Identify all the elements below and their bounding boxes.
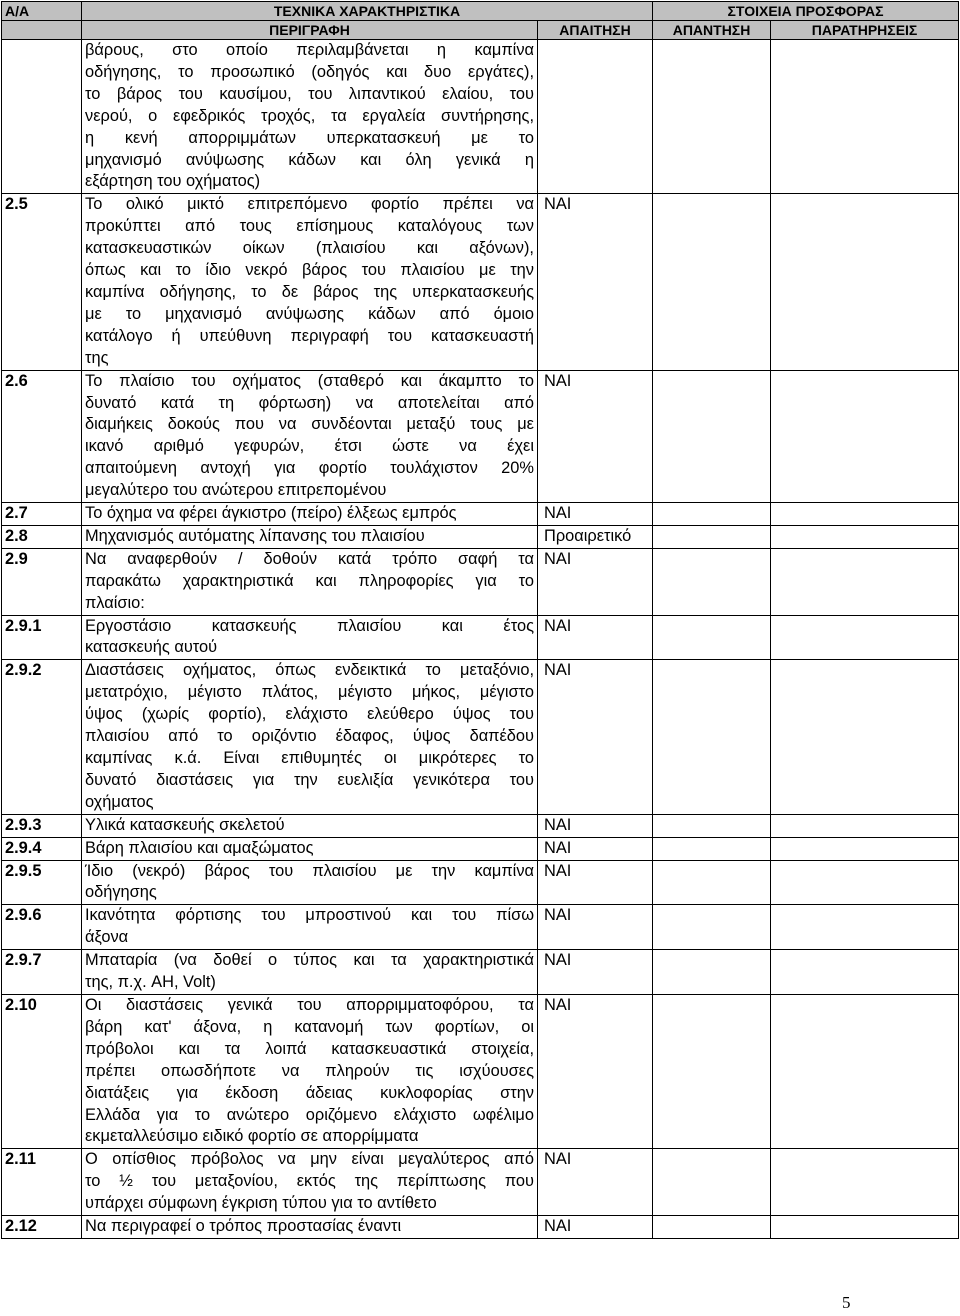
description-line: Να αναφερθούν / δοθούν κατά τρόπο σαφή τα [85, 549, 534, 568]
answer-cell[interactable] [653, 194, 771, 370]
description-line: Το πλαίσιο του οχήματος (σταθερό και άκαμπτο το [85, 371, 534, 390]
answer-cell[interactable] [653, 503, 771, 526]
notes-cell[interactable] [771, 1216, 959, 1239]
item-number: 2.9.6 [2, 905, 82, 950]
description-line: Ίδιο (νεκρό) βάρος του πλαισίου με την καμπίνα [85, 861, 534, 880]
answer-cell[interactable] [653, 860, 771, 905]
item-number: 2.7 [2, 503, 82, 526]
notes-cell[interactable] [771, 525, 959, 548]
item-number: 2.9.4 [2, 837, 82, 860]
item-description [82, 660, 538, 814]
description-line: Μπαταρία (να δοθεί ο τύπος και τα χαρακτηριστικά [85, 951, 534, 970]
description-line: μετατρόχιο, μέγιστο πλάτος, μέγιστο μήκος, μέγιστο [85, 683, 534, 702]
header-empty [2, 21, 82, 40]
header-notes: ΠΑΡΑΤΗΡΗΣΕΙΣ [771, 21, 959, 40]
item-description [82, 503, 538, 526]
item-description [82, 40, 538, 194]
requirement-cell: Προαιρετικό [538, 525, 653, 548]
description-line: εκμεταλλεύσιμο ειδικό φορτίο σε απορρίμματα [85, 1127, 419, 1146]
description-line: κατασκευαστικών οίκων (πλαισίου και αξόνων), [85, 239, 534, 258]
description-line: Το ολικό μικτό επιτρεπόμενο φορτίο πρέπει να [85, 195, 534, 214]
description-line: διαμήκεις δοκούς που να συνδέονται μεταξύ τους με [85, 415, 534, 434]
answer-cell[interactable] [653, 1216, 771, 1239]
item-description [82, 1216, 538, 1239]
item-description [82, 994, 538, 1148]
answer-cell[interactable] [653, 837, 771, 860]
requirement-cell: ΝΑΙ [538, 1149, 653, 1216]
notes-cell[interactable] [771, 860, 959, 905]
answer-cell[interactable] [653, 1149, 771, 1216]
description-line: Βάρη πλαισίου και αμαξώματος [85, 838, 314, 857]
item-number: 2.6 [2, 370, 82, 502]
notes-cell[interactable] [771, 370, 959, 502]
item-number: 2.9.3 [2, 814, 82, 837]
requirement-cell: ΝΑΙ [538, 1216, 653, 1239]
description-line: της [85, 348, 109, 367]
notes-cell[interactable] [771, 615, 959, 660]
requirement-cell: ΝΑΙ [538, 503, 653, 526]
item-description [82, 615, 538, 660]
description-line: δυνατό διαστάσεις για την ευελιξία γενικότερα του [85, 770, 534, 789]
table-row [2, 194, 959, 370]
answer-cell[interactable] [653, 660, 771, 814]
header-row-1 [2, 2, 959, 21]
description-line: πρέπει οπωσδήποτε να πληρούν τις ισχύουσες [85, 1061, 534, 1080]
notes-cell[interactable] [771, 814, 959, 837]
notes-cell[interactable] [771, 994, 959, 1148]
header-req: ΑΠΑΙΤΗΣΗ [538, 21, 653, 40]
header-ans: ΑΠΑΝΤΗΣΗ [653, 21, 771, 40]
item-number: 2.9.2 [2, 660, 82, 814]
item-description [82, 950, 538, 995]
requirement-cell: ΝΑΙ [538, 994, 653, 1148]
table-row [2, 860, 959, 905]
description-line: οχήματος [85, 792, 154, 811]
description-line: Ικανότητα φόρτισης του μπροστινού και του πίσω [85, 906, 534, 925]
header-row-2 [2, 21, 959, 40]
description-line: Ελλάδα για το ανώτερο οριζόμενο ελάχιστο ωφέλιμο [85, 1105, 534, 1124]
description-line: οδήγησης [85, 883, 157, 902]
table-row [2, 814, 959, 837]
description-line: βάρους, στο οποίο περιλαμβάνεται η καμπίνα [85, 41, 534, 59]
description-line: καμπίνα οδήγησης, το δε βάρος της υπερκατασκευής [85, 282, 534, 301]
table-row [2, 1216, 959, 1239]
answer-cell[interactable] [653, 548, 771, 615]
description-line: το ½ του μεταξονίου, εκτός της περίπτωσης που [85, 1172, 534, 1191]
table-row [2, 503, 959, 526]
notes-cell[interactable] [771, 194, 959, 370]
description-line: νερού, ο εφεδρικός τροχός, τα εργαλεία συντήρησης, [85, 106, 534, 125]
description-line: Το όχημα να φέρει άγκιστρο (πείρο) έλξεως εμπρός [85, 504, 457, 523]
requirement-cell: ΝΑΙ [538, 194, 653, 370]
description-line: εξάρτηση του οχήματος) [85, 172, 261, 191]
table-row [2, 837, 959, 860]
notes-cell[interactable] [771, 837, 959, 860]
description-line: ικανό αριθμό γεφυρών, έτσι ώστε να έχει [85, 437, 534, 456]
table-row [2, 525, 959, 548]
table-row [2, 40, 959, 194]
answer-cell[interactable] [653, 370, 771, 502]
item-number: 2.9.5 [2, 860, 82, 905]
description-line: πρόβολοι και τα λοιπά κατασκευαστικά στοιχεία, [85, 1039, 534, 1058]
description-line: κατάλογο ή υπεύθυνη περιγραφή του κατασκευαστή [85, 326, 534, 345]
description-line: υπάρχει σύμφωνη έγκριση τύπου για το αντίθετο [85, 1194, 437, 1213]
item-description [82, 814, 538, 837]
description-line: ύψος (χωρίς φορτίο), ελάχιστο ελεύθερο ύψος του [85, 705, 534, 724]
requirement-cell: ΝΑΙ [538, 548, 653, 615]
item-description [82, 905, 538, 950]
header-offer: ΣΤΟΙΧΕΙΑ ΠΡΟΣΦΟΡΑΣ [653, 2, 959, 21]
description-line: παρακάτω χαρακτηριστικά και πληροφορίες για το [85, 571, 534, 590]
description-line: απαιτούμενη αντοχή για φορτίο τουλάχιστον 20% [85, 459, 534, 478]
description-line: Να περιγραφεί ο τρόπος προστασίας έναντι [85, 1217, 402, 1236]
description-line: πλαισίου από το οριζόντιο έδαφος, ύψος δαπέδου [85, 727, 534, 746]
item-description [82, 194, 538, 370]
requirement-cell: ΝΑΙ [538, 837, 653, 860]
header-desc: ΠΕΡΙΓΡΑΦΗ [82, 21, 538, 40]
table-row [2, 548, 959, 615]
description-line: της, π.χ. AH, Volt) [85, 973, 216, 992]
notes-cell[interactable] [771, 905, 959, 950]
item-number: 2.12 [2, 1216, 82, 1239]
requirement-cell: ΝΑΙ [538, 370, 653, 502]
description-line: προκύπτει από τους επίσημους καταλόγους των [85, 217, 534, 236]
item-number: 2.5 [2, 194, 82, 370]
notes-cell[interactable] [771, 40, 959, 194]
description-line: βάρη κατ' άξονα, η κατανομή των φορτίων, οι [85, 1017, 534, 1036]
item-number: 2.9.7 [2, 950, 82, 995]
header-aa: Α/Α [2, 2, 82, 21]
description-line: με το μηχανισμό ανύψωσης κάδων από όμοιο [85, 304, 534, 323]
item-number: 2.9 [2, 548, 82, 615]
item-description [82, 525, 538, 548]
item-description [82, 1149, 538, 1216]
header-tech: ΤΕΧΝΙΚΑ ΧΑΡΑΚΤΗΡΙΣΤΙΚΑ [82, 2, 653, 21]
item-description [82, 837, 538, 860]
notes-cell[interactable] [771, 1149, 959, 1216]
description-line: Μηχανισμός αυτόματης λίπανσης του πλαισίου [85, 526, 425, 545]
description-line: η κενή απορριμμάτων υπερκατασκευή με το [85, 128, 534, 147]
description-line: πλαίσιο: [85, 593, 145, 612]
description-line: Εργοστάσιο κατασκευής πλαισίου και έτος [85, 616, 534, 635]
item-description [82, 548, 538, 615]
description-line: μηχανισμό ανύψωσης κάδων και όλη γενικά η [85, 150, 534, 169]
notes-cell[interactable] [771, 950, 959, 995]
description-line: όπως και το ίδιο νεκρό βάρος του πλαισίου με την [85, 261, 534, 280]
answer-cell[interactable] [653, 814, 771, 837]
table-row [2, 1149, 959, 1216]
answer-cell[interactable] [653, 994, 771, 1148]
description-line: άξονα [85, 928, 129, 947]
description-line: Διαστάσεις οχήματος, όπως ενδεικτικά το μεταξόνιο, [85, 661, 534, 680]
requirement-cell [538, 40, 653, 194]
requirement-cell: ΝΑΙ [538, 905, 653, 950]
item-number: 2.8 [2, 525, 82, 548]
specs-table [1, 1, 959, 1239]
description-line: διατάξεις για έκδοση άδειας κυκλοφορίας στην [85, 1083, 534, 1102]
description-line: Οι διαστάσεις γενικά του απορριμματοφόρου, τα [85, 995, 534, 1014]
table-row [2, 994, 959, 1148]
item-number: 2.9.1 [2, 615, 82, 660]
table-row [2, 950, 959, 995]
description-line: κατασκευής αυτού [85, 638, 218, 657]
item-description [82, 370, 538, 502]
page-number: 5 [842, 1293, 851, 1312]
notes-cell[interactable] [771, 548, 959, 615]
answer-cell[interactable] [653, 905, 771, 950]
description-line: μεγαλύτερο του ανώτερου επιτρεπομένου [85, 481, 387, 500]
table-row [2, 615, 959, 660]
requirement-cell: ΝΑΙ [538, 860, 653, 905]
description-line: δυνατό κατά τη φόρτωση) να αποτελείται από [85, 393, 534, 412]
description-line: Ο οπίσθιος πρόβολος να μην είναι μεγαλύτερος από [85, 1150, 534, 1169]
answer-cell[interactable] [653, 525, 771, 548]
item-number [2, 40, 82, 194]
description-line: καμπίνας κ.ά. Είναι επιθυμητές οι μικρότερες το [85, 749, 534, 767]
table-row [2, 905, 959, 950]
answer-cell[interactable] [653, 950, 771, 995]
requirement-cell: ΝΑΙ [538, 950, 653, 995]
description-line: Υλικά κατασκευής σκελετού [85, 815, 285, 834]
item-number: 2.11 [2, 1149, 82, 1216]
requirement-cell: ΝΑΙ [538, 615, 653, 660]
notes-cell[interactable] [771, 660, 959, 814]
requirement-cell: ΝΑΙ [538, 814, 653, 837]
description-line: οδήγησης, το προσωπικό (οδηγός και δυο εργάτες), [85, 62, 534, 81]
item-number: 2.10 [2, 994, 82, 1148]
requirement-cell: ΝΑΙ [538, 660, 653, 814]
notes-cell[interactable] [771, 503, 959, 526]
item-description [82, 860, 538, 905]
answer-cell[interactable] [653, 615, 771, 660]
answer-cell[interactable] [653, 40, 771, 194]
description-line: το βάρος του καυσίμου, του λιπαντικού ελαίου, του [85, 84, 534, 103]
table-row [2, 660, 959, 814]
table-row [2, 370, 959, 502]
